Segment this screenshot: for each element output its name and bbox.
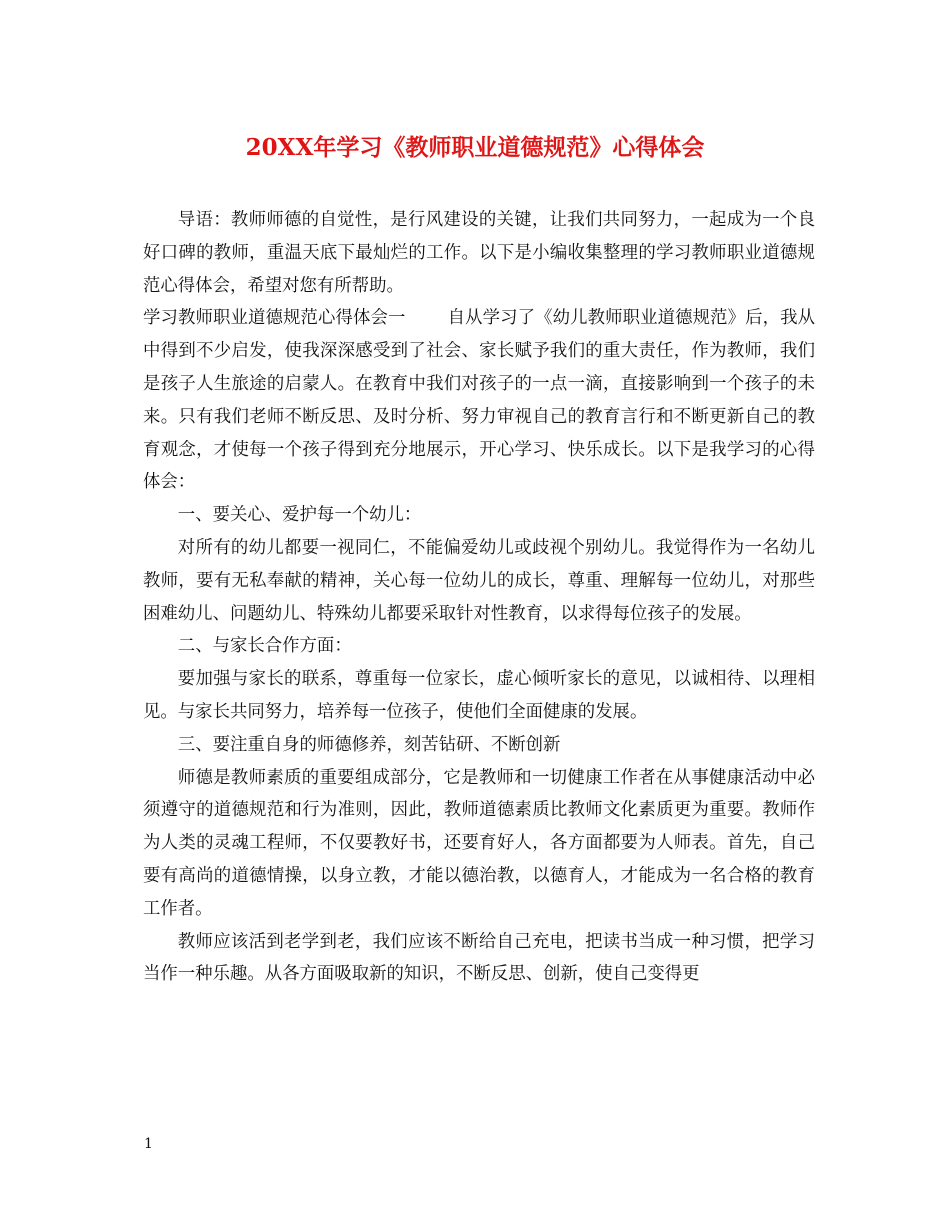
heading-parent-cooperation: 二、与家长合作方面：: [177, 636, 352, 657]
document-body: [143, 204, 815, 991]
section-one-heading: 学习教师职业道德规范心得体会一: [143, 308, 406, 329]
heading-teacher-ethics: 三、要注重自身的师德修养，刻苦钻研、不断创新: [177, 734, 561, 755]
body-paragraph: 教师应该活到老学到老，我们应该不断给自己充电，把读书当成一种习惯，把学习当作一种乐趣。从各方面吸取新的知识，不断反思、创新，使自己变得更: [143, 931, 815, 985]
body-paragraph: 要加强与家长的联系，尊重每一位家长，虚心倾听家长的意见，以诚相待、以理相见。与家长共同努力，培养每一位孩子，使他们全面健康的发展。: [143, 669, 815, 722]
section-one-paragraph: [143, 302, 815, 499]
page-number: 1: [144, 1136, 153, 1152]
intro-paragraph: 导语：教师师德的自觉性，是行风建设的关键，让我们共同努力，一起成为一个良好口碑的教师，重温天底下最灿烂的工作。以下是小编收集整理的学习教师职业道德规范心得体会，希望对您有所帮助。: [143, 210, 815, 296]
body-paragraph: 师德是教师素质的重要组成部分，它是教师和一切健康工作者在从事健康活动中必须遵守的道德规范和行为准则，因此，教师道德素质比教师文化素质更为重要。教师作为人类的灵魂工程师，不仅要教好书，还要育好人，各方面都要为人师表。首先，自己要有高尚的道德情操，以身立教，才能以德治教，以德育人，才能成为一名合格的教育工作者。: [143, 767, 815, 919]
section-one-body: 自从学习了《幼儿教师职业道德规范》后，我从中得到不少启发，使我深深感受到了社会、家长赋予我们的重大责任，作为教师，我们是孩子人生旅途的启蒙人。在教育中我们对孩子的一点一滴，直接影响到一个孩子的未来。只有我们老师不断反思、及时分析、努力审视自己的教育言行和不断更新自己的教育观念，才使每一个孩子得到充分地展示，开心学习、快乐成长。以下是我学习的心得体会：: [143, 308, 815, 493]
page-title: 20XX年学习《教师职业道德规范》心得体会: [245, 134, 705, 161]
body-paragraph: 对所有的幼儿都要一视同仁，不能偏爱幼儿或歧视个别幼儿。我觉得作为一名幼儿教师，要有无私奉献的精神，关心每一位幼儿的成长，尊重、理解每一位幼儿，对那些困难幼儿、问题幼儿、特殊幼儿都要采取针对性教育，以求得每位孩子的发展。: [143, 537, 815, 624]
heading-care-every-child: 一、要关心、爱护每一个幼儿：: [177, 505, 422, 526]
